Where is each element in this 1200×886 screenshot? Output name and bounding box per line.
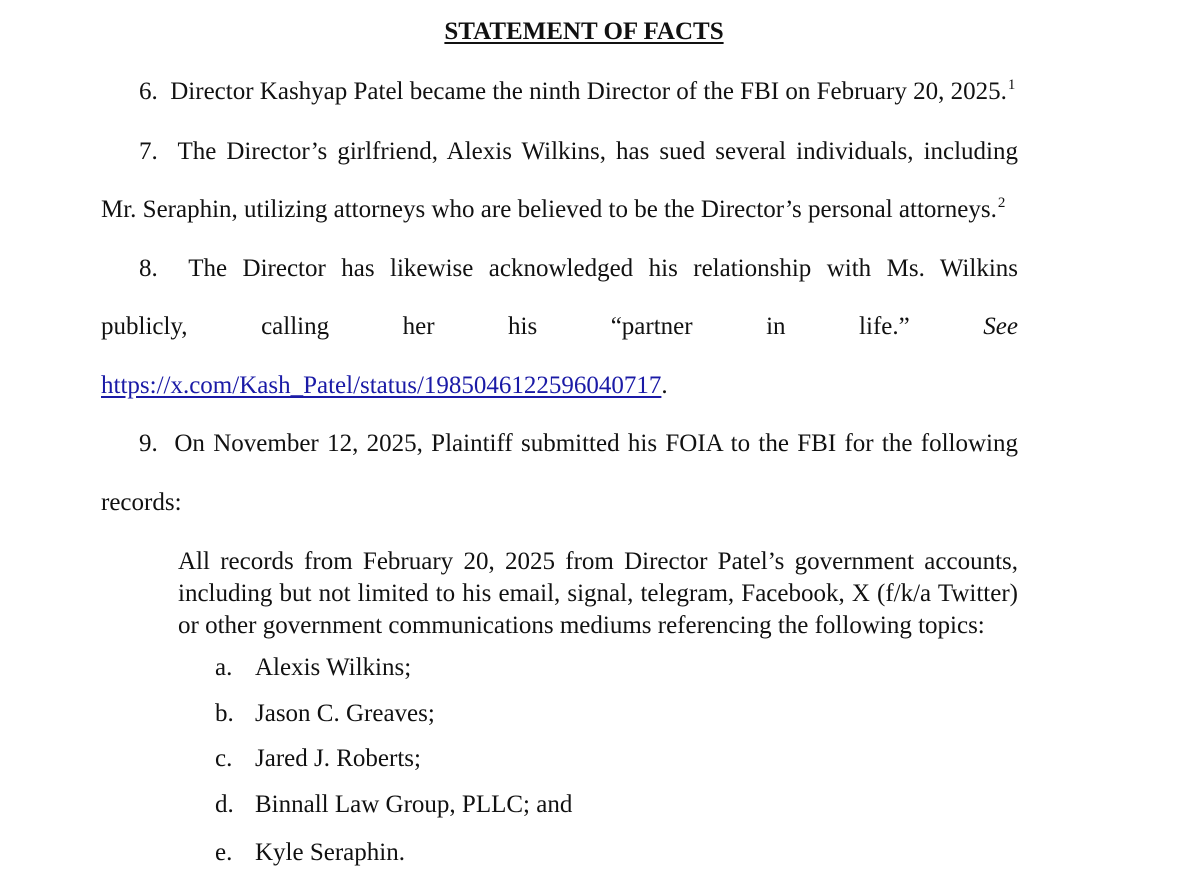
paragraph-8-line-1 bbox=[139, 254, 1018, 284]
paragraph-8-line-2 bbox=[101, 312, 1018, 342]
item-letter: a. bbox=[215, 654, 233, 681]
word: life.” bbox=[859, 313, 910, 340]
paragraph-text: records: bbox=[101, 489, 182, 516]
word: “partner bbox=[610, 313, 693, 340]
word: her bbox=[402, 313, 435, 340]
paragraph-number: 7. bbox=[139, 138, 158, 165]
paragraph-text: The Director’s girlfriend, Alexis Wilkins, has sued several individuals, including bbox=[177, 138, 1018, 165]
word: publicly, bbox=[101, 313, 188, 340]
paragraph-text: On November 12, 2025, Plaintiff submitted his FOIA to the FBI for the following bbox=[174, 430, 1018, 457]
footnote-marker[interactable]: 2 bbox=[997, 195, 1006, 211]
footnote-marker[interactable]: 1 bbox=[1007, 77, 1016, 93]
item-text: Jason C. Greaves; bbox=[255, 700, 435, 727]
paragraph-7-line-2 bbox=[101, 195, 1005, 225]
paragraph-text: Director Kashyap Patel became the ninth Director of the FBI on February 20, 2025. bbox=[170, 78, 1007, 105]
item-text: Binnall Law Group, PLLC; and bbox=[255, 791, 573, 818]
paragraph-text: Mr. Seraphin, utilizing attorneys who are believed to be the Director’s personal attorneys. bbox=[101, 196, 997, 223]
block-quote: All records from February 20, 2025 from Director Patel’s government accounts, including but not limited to his email, signal, telegram, Facebook, X (f/k/a Twitter) or other government communications mediums referencing the following topics: bbox=[178, 548, 1018, 639]
section-heading: STATEMENT OF FACTS bbox=[444, 18, 724, 45]
word: calling bbox=[261, 313, 330, 340]
item-letter: d. bbox=[215, 791, 234, 818]
paragraph-7-line-1 bbox=[139, 137, 1018, 167]
item-letter: b. bbox=[215, 700, 234, 727]
paragraph-8-line-3 bbox=[101, 371, 668, 401]
paragraph-9-line-1 bbox=[139, 429, 1018, 459]
paragraph-number: 6. bbox=[139, 78, 158, 105]
item-letter: e. bbox=[215, 839, 233, 866]
word: his bbox=[508, 313, 538, 340]
paragraph-6 bbox=[139, 77, 1015, 107]
word: in bbox=[766, 313, 786, 340]
paragraph-text: The Director has likewise acknowledged his relationship with Ms. Wilkins bbox=[188, 255, 1018, 282]
item-text: Jared J. Roberts; bbox=[255, 745, 421, 772]
item-text: Alexis Wilkins; bbox=[255, 654, 412, 681]
paragraph-number: 9. bbox=[139, 430, 158, 457]
paragraph-9-line-2 bbox=[101, 488, 182, 518]
item-letter: c. bbox=[215, 745, 233, 772]
see-signal: See bbox=[983, 313, 1018, 340]
link-period: . bbox=[661, 372, 668, 399]
paragraph-number: 8. bbox=[139, 255, 158, 282]
status-link[interactable]: https://x.com/Kash_Patel/status/1985046122596040717 bbox=[101, 372, 662, 399]
item-text: Kyle Seraphin. bbox=[255, 839, 405, 866]
